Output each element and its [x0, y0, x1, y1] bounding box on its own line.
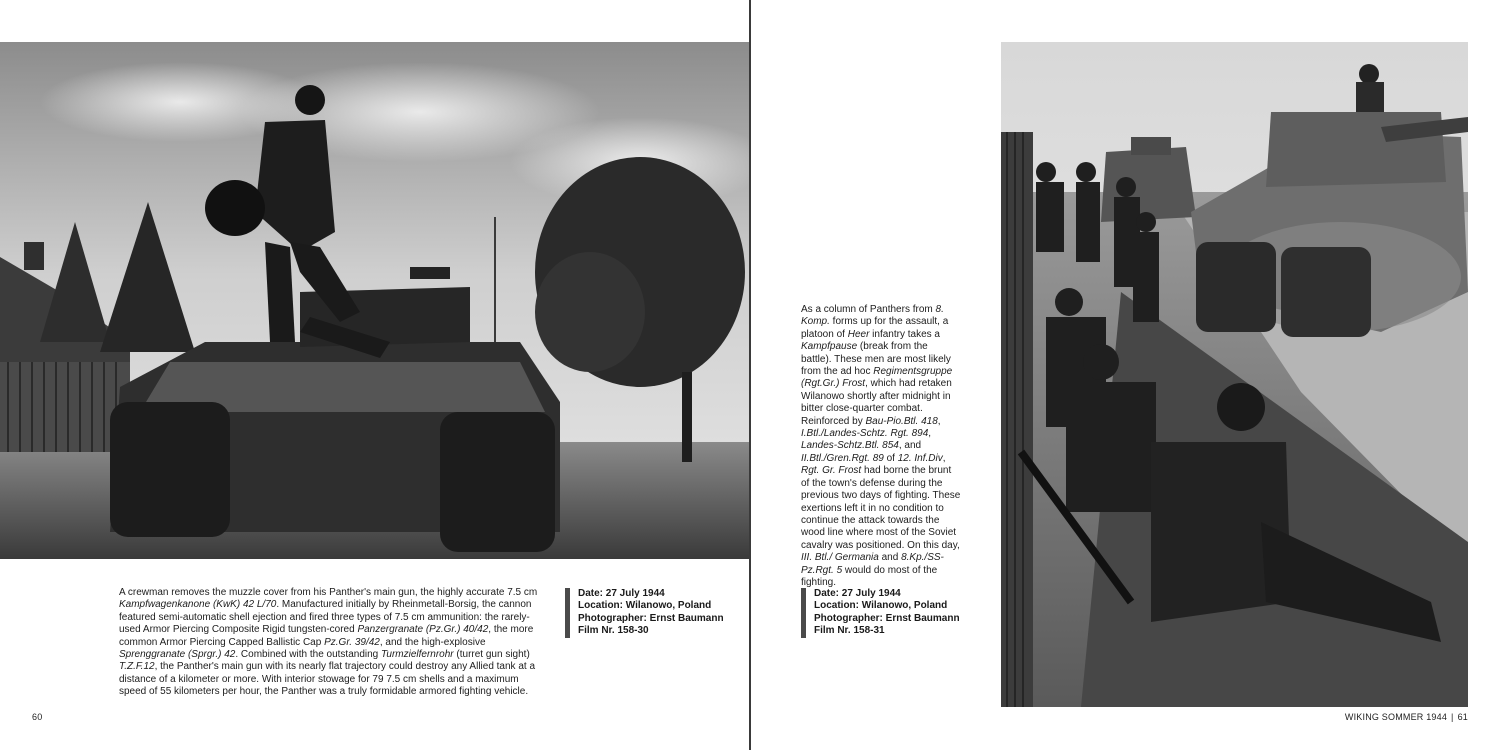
- meta-location: Location: Wilanowo, Poland: [814, 600, 948, 612]
- caption-run: III. Btl./ Germania: [801, 552, 879, 564]
- caption-run: Sprenggranate (Sprgr.) 42: [119, 649, 236, 661]
- right-page: [751, 0, 1500, 750]
- caption-run: (break from the battle). These men are most likely from the ad hoc: [801, 341, 951, 378]
- caption-run: had borne the brunt of the town's defense during the previous two days of fighting. These exertions left it in no condition to continue the attack towards the wood line where most of the Soviet cavalry was positioned. On this day,: [801, 465, 961, 551]
- caption-run: , and the high-explosive: [379, 636, 486, 648]
- caption-run: 8. Komp.: [801, 304, 944, 328]
- photo-infantry-resting: [1001, 42, 1468, 707]
- caption-run: (turret gun sight): [453, 649, 530, 661]
- caption-run: Panzergranate (Pz.Gr.) 40/42: [357, 624, 489, 636]
- meta-date: Date: 27 July 1944: [578, 588, 665, 599]
- photo-metadata-left: [565, 588, 724, 638]
- caption-run: infantry takes a: [869, 328, 940, 340]
- meta-film: Film Nr. 158-31: [814, 625, 885, 637]
- caption-run: and: [878, 552, 902, 564]
- running-head: WIKING SOMMER 1944: [1344, 712, 1448, 722]
- caption-run: ,: [937, 415, 941, 427]
- meta-film: Film Nr. 158-30: [578, 625, 649, 637]
- meta-photographer: Photographer: Ernst Baumann: [578, 612, 724, 624]
- caption-run: Pz.Gr. 39/42: [324, 636, 380, 648]
- caption-run: would do most of the fighting.: [801, 564, 938, 588]
- caption-run: Regimentsgruppe (Rgt.Gr.) Frost: [801, 366, 953, 390]
- meta-date: Date: 27 July 1944: [814, 588, 901, 599]
- photo-metadata-right: [801, 588, 960, 638]
- caption-run: of: [883, 452, 898, 464]
- caption-run: 8.Kp./SS-Pz.Rgt. 5: [801, 552, 944, 576]
- caption-right: [801, 304, 961, 589]
- running-footer-right: [1345, 712, 1468, 722]
- photo-panther-crewman: [0, 42, 749, 559]
- meta-location: Location: Wilanowo, Poland: [578, 600, 712, 612]
- caption-run: Rgt. Gr. Frost: [801, 465, 862, 477]
- caption-left: [119, 587, 544, 699]
- page-number-right: 61: [1457, 712, 1468, 722]
- footer-separator: |: [1451, 712, 1454, 722]
- caption-run: I.Btl./Landes-Schtz. Rgt. 894: [801, 428, 929, 440]
- caption-run: , and: [898, 440, 922, 452]
- caption-run: T.Z.F.12: [119, 661, 155, 673]
- photo-infantry-resting-image: [1001, 42, 1468, 707]
- caption-run: , the more common Armor Piercing Capped Ballistic Cap: [119, 624, 534, 648]
- meta-photographer: Photographer: Ernst Baumann: [814, 612, 960, 624]
- caption-run: forms up for the assault, a platoon of: [801, 316, 949, 340]
- caption-run: ,: [942, 452, 946, 464]
- photo-panther-crewman-image: [0, 42, 749, 559]
- caption-run: Heer: [847, 328, 870, 340]
- caption-run: II.Btl./Gren.Rgt. 89: [801, 452, 884, 464]
- caption-run: As a column of Panthers from: [801, 304, 936, 315]
- caption-run: . Manufactured initially by Rheinmetall-Borsig, the cannon featured semi-automatic shell ejection and fired three types of 7.5 cm ammunition: the rarely-used Armor Piercing Composite Rigid tungsten-cored: [119, 599, 532, 636]
- page-number-left: 60: [32, 712, 43, 722]
- caption-run: Turmzielfernrohr: [381, 649, 454, 661]
- caption-run: Bau-Pio.Btl. 418: [865, 415, 938, 427]
- left-page: [0, 0, 749, 750]
- caption-run: , which had retaken Wilanowo shortly after midnight in bitter close-quarter combat. Reinforced by: [801, 378, 952, 427]
- caption-run: . Combined with the outstanding: [235, 649, 382, 661]
- caption-run: Kampfpause: [801, 341, 858, 353]
- caption-run: ,: [928, 428, 932, 440]
- caption-run: , the Panther's main gun with its nearly flat trajectory could destroy any Allied tank at a distance of a kilometer or more. With interior stowage for 79 7.5 cm shells and a maximum speed of 55 kilometers per hour, the Panther was a truly formidable armored fighting vehicle.: [119, 661, 536, 698]
- caption-run: Kampfwagenkanone (KwK) 42 L/70: [119, 599, 277, 611]
- caption-run: A crewman removes the muzzle cover from his Panther's main gun, the highly accurate 7.5 cm: [119, 587, 538, 598]
- caption-run: Landes-Schtz.Btl. 854: [801, 440, 899, 452]
- caption-run: 12. Inf.Div: [897, 452, 943, 464]
